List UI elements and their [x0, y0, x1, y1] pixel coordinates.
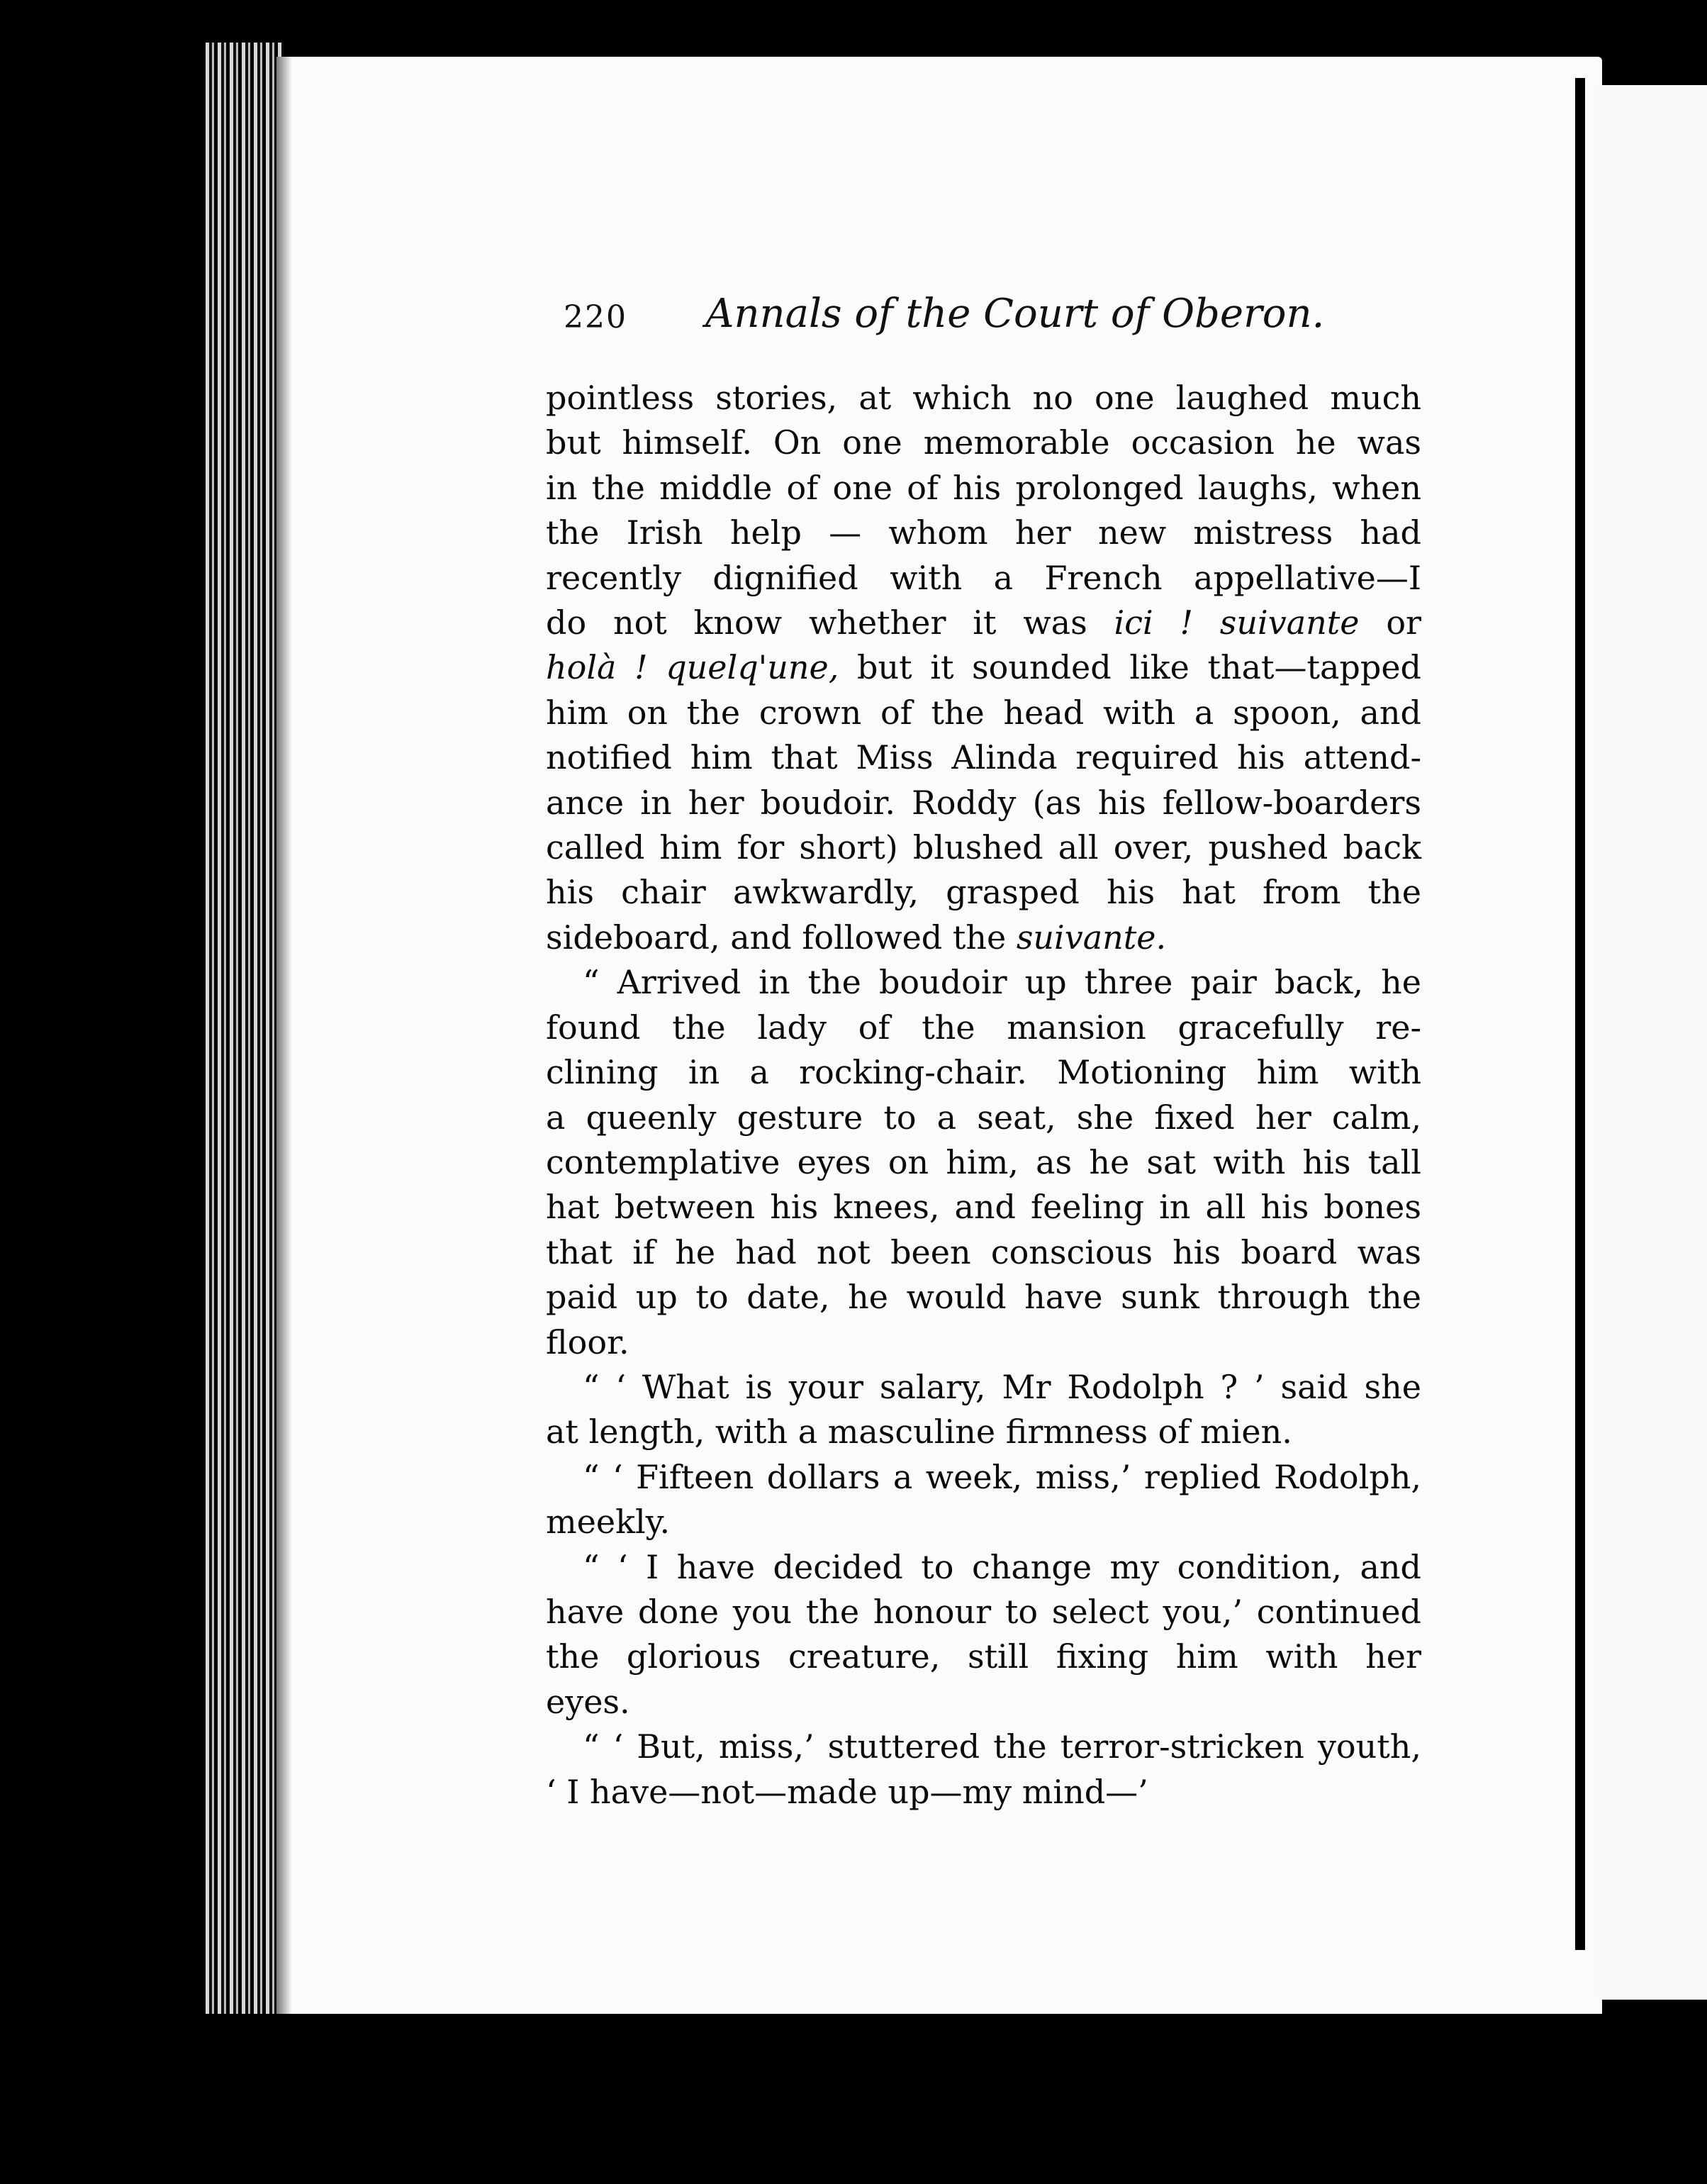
text-line: hat between his knees, and feeling in all his bones: [546, 1188, 1421, 1227]
text-line: meekly.: [546, 1503, 671, 1542]
text-line: pointless stories, at which no one laughed much: [546, 379, 1421, 417]
italic-text: holà ! quelq'une,: [546, 648, 839, 687]
text-line: [546, 645, 1421, 690]
text-segment: do not know whether it was: [546, 603, 1087, 642]
italic-text: ici ! suivante: [1114, 603, 1360, 642]
text-line: at length, with a masculine firmness of mien.: [546, 1413, 1292, 1452]
body-text: [546, 376, 1421, 1815]
text-line: that if he had not been conscious his board was: [546, 1232, 1421, 1271]
text-segment: or: [1386, 603, 1421, 642]
text-line: eyes.: [546, 1682, 630, 1721]
text-line: “ ‘ Fifteen dollars a week, miss,’ replied Rodolph,: [583, 1457, 1421, 1496]
text-line: him on the crown of the head with a spoon, and: [546, 693, 1421, 732]
text-line: floor.: [546, 1322, 629, 1361]
text-line: his chair awkwardly, grasped his hat from the: [546, 873, 1421, 912]
text-line: “ ‘ But, miss,’ stuttered the terror-stricken youth,: [583, 1727, 1421, 1766]
text-line: ‘ I have—not—made up—my mind—’: [546, 1772, 1148, 1811]
text-line: contemplative eyes on him, as he sat with his tall: [546, 1142, 1421, 1181]
running-title: Annals of the Court of Oberon.: [705, 291, 1325, 337]
text-line: clining in a rocking-chair. Motioning him with: [546, 1053, 1421, 1092]
text-line: ance in her boudoir. Roddy (as his fellow-boarders: [546, 783, 1421, 822]
running-header: [564, 285, 1325, 349]
text-line: called him for short) blushed all over, pushed back: [546, 828, 1421, 867]
spine-shadow: [276, 57, 292, 2014]
text-line: the glorious creature, still fixing him with her: [546, 1637, 1421, 1676]
text-line: a queenly gesture to a seat, she fixed her calm,: [546, 1098, 1421, 1137]
gutter: [1575, 78, 1585, 1950]
page-edges: [206, 43, 284, 2014]
text-line: in the middle of one of his prolonged laughs, when: [546, 468, 1421, 507]
text-line: paid up to date, he would have sunk through the: [546, 1278, 1421, 1317]
text-line: [546, 915, 1421, 960]
text-segment: but it sounded like that—tapped: [857, 648, 1421, 687]
text-line: notified him that Miss Alinda required his attend-: [546, 738, 1421, 777]
left-shadow: [0, 0, 213, 2184]
text-line: have done you the honour to select you,’ continued: [546, 1592, 1421, 1631]
text-line: “ ‘ What is your salary, Mr Rodolph ? ’ said she: [583, 1367, 1421, 1406]
text-line: but himself. On one memorable occasion he was: [546, 423, 1421, 462]
facing-page-edge: [1591, 85, 1707, 2000]
text-segment: sideboard, and followed the: [546, 918, 1007, 957]
text-line: “ ‘ I have decided to change my condition, and: [583, 1547, 1421, 1586]
text-line: recently dignified with a French appellative—I: [546, 558, 1421, 597]
italic-text: suivante.: [1016, 918, 1167, 957]
text-line: [546, 601, 1421, 645]
text-line: the Irish help — whom her new mistress had: [546, 513, 1421, 552]
page-number: 220: [564, 299, 627, 335]
text-line: found the lady of the mansion gracefully re-: [546, 1008, 1421, 1047]
text-line: “ Arrived in the boudoir up three pair back, he: [583, 963, 1421, 1002]
